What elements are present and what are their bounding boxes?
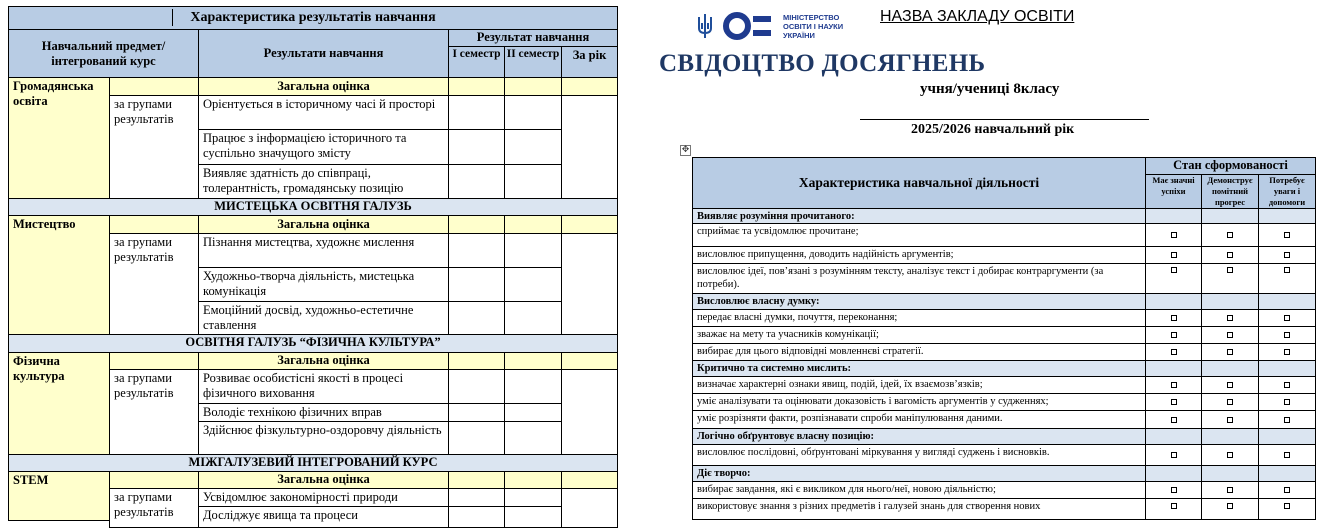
cell-empty [1258,428,1316,445]
certificate-title: СВІДОЦТВО ДОСЯГНЕНЬ [659,50,986,77]
grade-cell[interactable] [504,215,562,234]
table-title: Характеристика результатів навчання [8,6,618,30]
grade-cell[interactable] [448,129,505,165]
cell-empty [1258,293,1316,310]
result-item: Орієнтується в історичному часі й просторі [198,95,449,130]
general-label: Загальна оцінка [198,471,449,489]
header-result-group: Результат навчання [448,29,618,47]
table-move-handle-icon[interactable]: ✥ [681,145,690,155]
checkbox-help[interactable] [1258,444,1316,466]
checkbox-progress[interactable] [1201,326,1259,344]
header-col-success: Має значні успіхи [1145,174,1202,209]
cell-empty [1258,465,1316,482]
checkbox-success[interactable] [1145,481,1202,499]
grade-cell[interactable] [504,471,562,489]
grade-cell[interactable] [448,95,505,130]
checkbox-help[interactable] [1258,410,1316,429]
grade-cell[interactable] [504,421,562,455]
result-item: Розвиває особистісні якості в процесі фізичного виховання [198,369,449,404]
text-cursor [172,9,173,26]
criterion-row: висловлює послідовні, обґрунтовані міркування у вигляді суджень і висновків. [692,444,1146,466]
checkbox-success[interactable] [1145,326,1202,344]
checkbox-help[interactable] [1258,498,1316,520]
subject-pe: Фізична культура [8,352,110,455]
section-header-pe: ОСВІТНЯ ГАЛУЗЬ “ФІЗИЧНА КУЛЬТУРА” [8,334,618,353]
checkbox-success[interactable] [1145,410,1202,429]
grade-cell-year[interactable] [561,95,618,199]
grade-cell-year[interactable] [561,233,618,335]
cell-empty [1201,465,1259,482]
subject-arts: Мистецтво [8,215,110,335]
checkbox-help[interactable] [1258,246,1316,264]
cell-empty [109,352,199,370]
checkbox-success[interactable] [1145,263,1202,294]
checkbox-progress[interactable] [1201,309,1259,327]
cell-empty [1145,465,1202,482]
cell-empty [1201,428,1259,445]
grade-cell[interactable] [448,403,505,422]
header-col-progress: Демонструє помітний прогрес [1201,174,1259,209]
criterion-row: сприймає та усвідомлює прочитане; [692,223,1146,247]
grade-cell[interactable] [448,77,505,96]
result-item: Пізнання мистецтва, художнє мислення [198,233,449,268]
checkbox-help[interactable] [1258,309,1316,327]
subject-civic: Громадянська освіта [8,77,110,199]
checkbox-progress[interactable] [1201,223,1259,247]
grade-cell[interactable] [448,471,505,489]
general-label: Загальна оцінка [198,77,449,96]
header-state: Стан сформованості [1145,157,1316,175]
cell-empty [1145,360,1202,377]
header-sem2: ІІ семестр [504,46,562,78]
cell-empty [1201,360,1259,377]
checkbox-help[interactable] [1258,376,1316,394]
grade-cell[interactable] [561,215,618,234]
result-item: Художньо-творча діяльність, мистецька комунікація [198,267,449,302]
criterion-row: уміє розрізняти факти, розпізнавати спроби маніпулювання даними. [692,410,1146,429]
grade-cell[interactable] [448,164,505,199]
cell-empty [109,215,199,234]
checkbox-success[interactable] [1145,343,1202,361]
checkbox-help[interactable] [1258,326,1316,344]
checkbox-success[interactable] [1145,444,1202,466]
checkbox-progress[interactable] [1201,343,1259,361]
header-col-help: Потребує уваги і допомоги [1258,174,1316,209]
checkbox-progress[interactable] [1201,481,1259,499]
grade-cell[interactable] [504,488,562,507]
cell-empty [109,77,199,96]
grade-cell[interactable] [504,233,562,268]
grade-cell[interactable] [448,233,505,268]
cell-empty [109,471,199,489]
student-line: учня/учениці 8класу [920,81,1060,97]
grade-cell[interactable] [448,215,505,234]
criterion-row: вибирає для цього відповідні мовленнєві стратегії. [692,343,1146,361]
grade-cell[interactable] [561,471,618,489]
ministry-logo-icon [722,11,774,41]
result-item: Працює з інформацією історичного та суспільно значущого змісту [198,129,449,165]
grade-cell[interactable] [504,506,562,528]
general-label: Загальна оцінка [198,352,449,370]
checkbox-success[interactable] [1145,393,1202,411]
grade-cell-year[interactable] [561,369,618,455]
checkbox-help[interactable] [1258,393,1316,411]
checkbox-help[interactable] [1258,223,1316,247]
checkbox-help[interactable] [1258,343,1316,361]
grade-cell[interactable] [504,267,562,302]
grade-cell[interactable] [504,403,562,422]
checkbox-progress[interactable] [1201,410,1259,429]
checkbox-success[interactable] [1145,246,1202,264]
groups-label: за групами результатів [109,369,199,455]
checkbox-progress[interactable] [1201,376,1259,394]
group-title: Виявляє розуміння прочитаного: [692,208,1146,224]
result-item: Емоційний досвід, художньо-естетичне ставлення [198,301,449,335]
result-item: Досліджує явища та процеси [198,506,449,528]
criterion-row: висловлює припущення, доводить надійність аргументів; [692,246,1146,264]
grade-cell-year[interactable] [561,488,618,528]
checkbox-progress[interactable] [1201,498,1259,520]
subject-stem: STEM [8,471,110,521]
cell-empty [1201,208,1259,224]
grade-cell[interactable] [448,421,505,455]
result-item: Виявляє здатність до співпраці, толерантність, громадянську позицію [198,164,449,199]
grade-cell[interactable] [448,369,505,404]
checkbox-progress[interactable] [1201,246,1259,264]
grade-cell[interactable] [561,352,618,370]
criterion-row: висловлює ідеї, пов’язані з розумінням тексту, аналізує текст і добирає контраргументи (за потреби). [692,263,1146,294]
trident-icon [697,13,713,39]
group-title: Логічно обґрунтовує власну позицію: [692,428,1146,445]
result-item: Володіє технікою фізичних вправ [198,403,449,422]
header-results: Результати навчання [198,29,449,78]
result-item: Усвідомлює закономірності природи [198,488,449,507]
checkbox-success[interactable] [1145,376,1202,394]
name-underline [860,119,1149,120]
school-name: НАЗВА ЗАКЛАДУ ОСВІТИ [880,8,1075,25]
checkbox-help[interactable] [1258,481,1316,499]
result-item: Здійснює фізкультурно-оздоровчу діяльність [198,421,449,455]
cell-empty [1201,293,1259,310]
grade-cell[interactable] [504,95,562,130]
criterion-row: визначає характерні ознаки явищ, подій, ідей, їх взаємозв’язків; [692,376,1146,394]
grade-cell[interactable] [504,301,562,335]
grade-cell[interactable] [504,164,562,199]
header-sem1: І семестр [448,46,505,78]
criterion-row: уміє аналізувати та оцінювати доказовість і вагомість аргументів у судженнях; [692,393,1146,411]
grade-cell[interactable] [504,129,562,165]
group-title: Висловлює власну думку: [692,293,1146,310]
criterion-row: передає власні думки, почуття, переконання; [692,309,1146,327]
criterion-row: використовує знання з різних предметів і галузей знань для створення нових [692,498,1146,520]
cell-empty [1258,360,1316,377]
grade-cell[interactable] [448,267,505,302]
grade-cell[interactable] [448,488,505,507]
checkbox-success[interactable] [1145,223,1202,247]
header-year: За рік [561,46,618,78]
grade-cell[interactable] [448,301,505,335]
cell-empty [1145,428,1202,445]
grade-cell[interactable] [504,77,562,96]
cell-empty [1145,208,1202,224]
criterion-row: зважає на мету та учасників комунікації; [692,326,1146,344]
academic-year: 2025/2026 навчальний рік [911,122,1075,137]
group-title: Критично та системно мислить: [692,360,1146,377]
header-subject: Навчальний предмет/ інтегрований курс [8,29,199,78]
group-title: Діє творчо: [692,465,1146,482]
checkbox-help[interactable] [1258,263,1316,294]
grade-cell[interactable] [504,352,562,370]
checkbox-success[interactable] [1145,309,1202,327]
groups-label: за групами результатів [109,233,199,335]
grade-cell[interactable] [448,352,505,370]
general-label: Загальна оцінка [198,215,449,234]
checkbox-progress[interactable] [1201,393,1259,411]
grade-cell[interactable] [561,77,618,96]
header-characteristic: Характеристика навчальної діяльності [692,157,1146,209]
checkbox-success[interactable] [1145,498,1202,520]
cell-empty [1145,293,1202,310]
grade-cell[interactable] [504,369,562,404]
groups-label: за групами результатів [109,488,199,528]
groups-label: за групами результатів [109,95,199,199]
grade-cell[interactable] [448,506,505,528]
section-header-arts: МИСТЕЦЬКА ОСВІТНЯ ГАЛУЗЬ [8,198,618,216]
section-header-integrated: МІЖГАЛУЗЕВИЙ ІНТЕГРОВАНИЙ КУРС [8,454,618,472]
ministry-name: МІНІСТЕРСТВО ОСВІТИ І НАУКИ УКРАЇНИ [783,13,844,40]
checkbox-progress[interactable] [1201,444,1259,466]
checkbox-progress[interactable] [1201,263,1259,294]
cell-empty [1258,208,1316,224]
criterion-row: вибирає завдання, які є викликом для нього/неї, новою діяльністю; [692,481,1146,499]
